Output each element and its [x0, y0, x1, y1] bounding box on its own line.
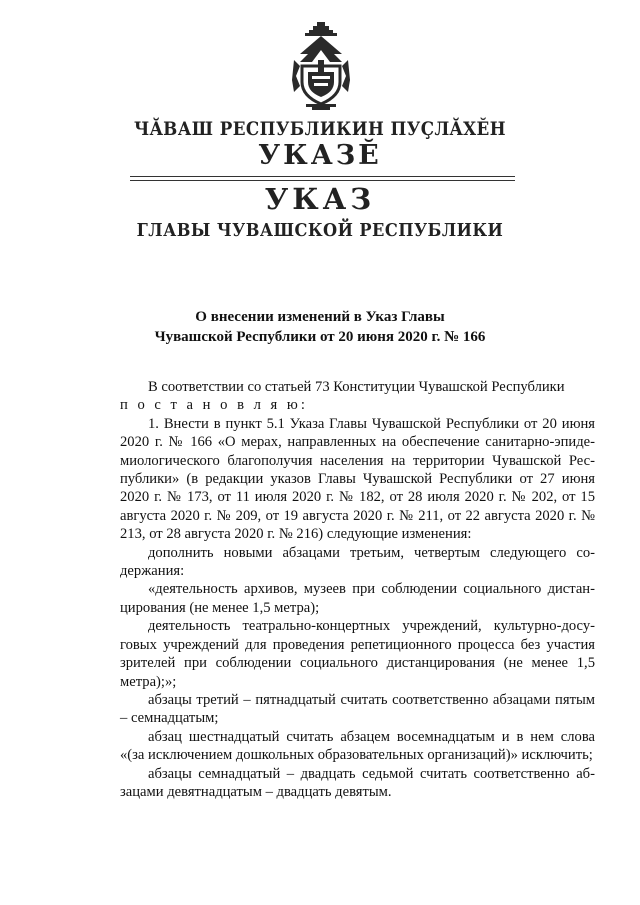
paragraph: В соответствии со статьей 73 Конституции Чувашской Республики: [148, 379, 565, 395]
document-body: [120, 378, 595, 801]
header-chuvash-ukaze: УКАЗĔ: [258, 140, 382, 171]
title-line-1: О внесении изменений в Указ Главы: [195, 309, 445, 325]
paragraph: 1. Внести в пункт 5.1 Указа Главы Чувашской Республики от 20 июня 2020 г. № 166 «О мерах, направленных на обеспечение санитарно-эпидемиологического благополучия населения на территории Чувашской Республики» (в редакции указов Главы Чувашской Республики от 27 июня 2020 г. № 173, от 11 июля 2020 г. № 182, от 28 июля 2020 г. № 202, от 15 августа 2020 г. № 209, от 19 августа 2020 г. № 211, от 22 августа 2020 г. № 213, от 28 августа 2020 г. № 216) следующие изменения:: [120, 415, 595, 543]
paragraph: абзацы третий – пятнадцатый считать соответственно абзацами пятым – семнадцатым;: [120, 691, 595, 727]
paragraph: «деятельность архивов, музеев при соблюдении социального дистанцирования (не менее 1,5 метра);: [120, 581, 595, 616]
paragraph-decree-word: п о с т а н о в л я ю:: [120, 397, 308, 414]
chuvashia-emblem-icon: [290, 20, 352, 112]
paragraph: дополнить новыми абзацами третьим, четвертым следующего содержания:: [120, 544, 595, 580]
divider-line: [130, 176, 515, 177]
header-ukaz: УКАЗ: [264, 182, 376, 216]
paragraph: абзацы семнадцатый – двадцать седьмой считать соответственно абзацами девятнадцатым – двадцать девятым.: [120, 765, 595, 800]
title-line-2: Чувашской Республики от 20 июня 2020 г. № 166: [154, 329, 486, 345]
paragraph: деятельность театрально-концертных учреждений, культурно-досуговых учреждений для проведения репетиционного процесса без участия зрителей при соблюдении социального дистанцирования (не менее 1,5 метра);»;: [120, 618, 595, 690]
document-title: [0, 307, 640, 347]
header-chuvash-title: ЧĂВАШ РЕСПУБЛИКИН ПУҪЛĂХĔН: [134, 118, 506, 140]
paragraph: абзац шестнадцатый считать абзацем восемнадцатым и в нем слова «(за исключением дошкольных образовательных организаций)» исключить;: [120, 728, 595, 764]
divider-line: [130, 180, 515, 181]
header-glava: ГЛАВЫ ЧУВАШСКОЙ РЕСПУБЛИКИ: [136, 220, 504, 241]
